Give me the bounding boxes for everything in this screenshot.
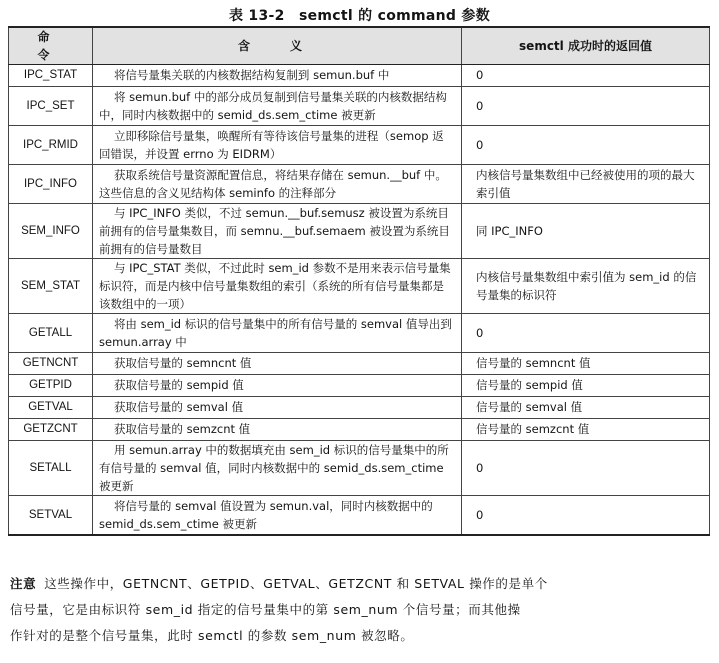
table-row (9, 314, 710, 353)
header-meaning: 含 义 (93, 27, 462, 65)
return-cell: 0 (462, 496, 710, 536)
description-cell: 获取信号量的 sempid 值 (93, 375, 462, 397)
description-cell: 获取信号量的 semval 值 (93, 397, 462, 419)
return-cell: 0 (462, 314, 710, 353)
command-cell: SETVAL (9, 496, 93, 536)
table-row (9, 259, 710, 314)
command-cell: IPC_RMID (9, 126, 93, 165)
table-row (9, 87, 710, 126)
table-row (9, 204, 710, 259)
description-cell: 与 IPC_STAT 类似，不过此时 sem_id 参数不是用来表示信号量集标识符，而是内核中信号量集数组的索引（系统的所有信号量集都是该数组中的一项） (93, 259, 462, 314)
note-line: 信号量，它是由标识符 sem_id 指定的信号量集中的第 sem_num 个信号量；而其他操 (10, 602, 521, 617)
table-row (9, 65, 710, 87)
table-row (9, 441, 710, 496)
return-cell: 0 (462, 126, 710, 165)
table-row (9, 165, 710, 204)
command-cell: IPC_STAT (9, 65, 93, 87)
table-header-row (9, 27, 710, 65)
return-cell: 0 (462, 87, 710, 126)
table-caption: 表 13-2 semctl 的 command 参数 (228, 8, 491, 24)
command-cell: SEM_INFO (9, 204, 93, 259)
semctl-command-table (8, 26, 710, 536)
description-cell: 立即移除信号量集，唤醒所有等待该信号量集的进程（semop 返回错误，并设置 errno 为 EIDRM） (93, 126, 462, 165)
table-row (9, 496, 710, 536)
command-cell: GETNCNT (9, 353, 93, 375)
command-cell: IPC_INFO (9, 165, 93, 204)
command-cell: GETALL (9, 314, 93, 353)
description-cell: 用 semun.array 中的数据填充由 sem_id 标识的信号量集中的所有信号量的 semval 值，同时内核数据中的 semid_ds.sem_ctime 被更新 (93, 441, 462, 496)
command-cell: GETVAL (9, 397, 93, 419)
description-cell: 将信号量集关联的内核数据结构复制到 semun.buf 中 (93, 65, 462, 87)
description-cell: 将信号量的 semval 值设置为 semun.val，同时内核数据中的 semid_ds.sem_ctime 被更新 (93, 496, 462, 536)
return-cell: 同 IPC_INFO (462, 204, 710, 259)
description-cell: 将由 sem_id 标识的信号量集中的所有信号量的 semval 值导出到 semun.array 中 (93, 314, 462, 353)
note-line: 作针对的是整个信号量集，此时 semctl 的参数 sem_num 被忽略。 (10, 628, 414, 643)
note-label: 注意 (10, 576, 37, 591)
return-cell: 信号量的 semzcnt 值 (462, 419, 710, 441)
command-cell: SEM_STAT (9, 259, 93, 314)
table-row (9, 375, 710, 397)
table-row (9, 353, 710, 375)
return-cell: 信号量的 semval 值 (462, 397, 710, 419)
command-cell: IPC_SET (9, 87, 93, 126)
return-cell: 内核信号量集数组中索引值为 sem_id 的信号量集的标识符 (462, 259, 710, 314)
note-text: 这些操作中，GETNCNT、GETPID、GETVAL、GETZCNT 和 SETVAL 操作的是单个 (44, 576, 548, 591)
return-cell: 内核信号量集数组中已经被使用的项的最大索引值 (462, 165, 710, 204)
description-cell: 获取信号量的 semncnt 值 (93, 353, 462, 375)
note-block (10, 571, 710, 649)
description-cell: 获取信号量的 semzcnt 值 (93, 419, 462, 441)
return-cell: 信号量的 semncnt 值 (462, 353, 710, 375)
return-cell: 0 (462, 65, 710, 87)
command-cell: SETALL (9, 441, 93, 496)
table-row (9, 419, 710, 441)
return-cell: 信号量的 sempid 值 (462, 375, 710, 397)
table-row (9, 397, 710, 419)
note-line (10, 571, 710, 597)
description-cell: 将 semun.buf 中的部分成员复制到信号量集关联的内核数据结构中，同时内核数据中的 semid_ds.sem_ctime 被更新 (93, 87, 462, 126)
command-cell: GETPID (9, 375, 93, 397)
description-cell: 与 IPC_INFO 类似，不过 semun.__buf.semusz 被设置为系统目前拥有的信号量集数目，而 semnu.__buf.semaem 被设置为系统目前拥有的信号量数目 (93, 204, 462, 259)
header-return-value: semctl 成功时的返回值 (462, 27, 710, 65)
command-cell: GETZCNT (9, 419, 93, 441)
return-cell: 0 (462, 441, 710, 496)
header-command: 命 令 (9, 27, 93, 65)
description-cell: 获取系统信号量资源配置信息，将结果存储在 semun.__buf 中。这些信息的含义见结构体 seminfo 的注释部分 (93, 165, 462, 204)
table-row (9, 126, 710, 165)
